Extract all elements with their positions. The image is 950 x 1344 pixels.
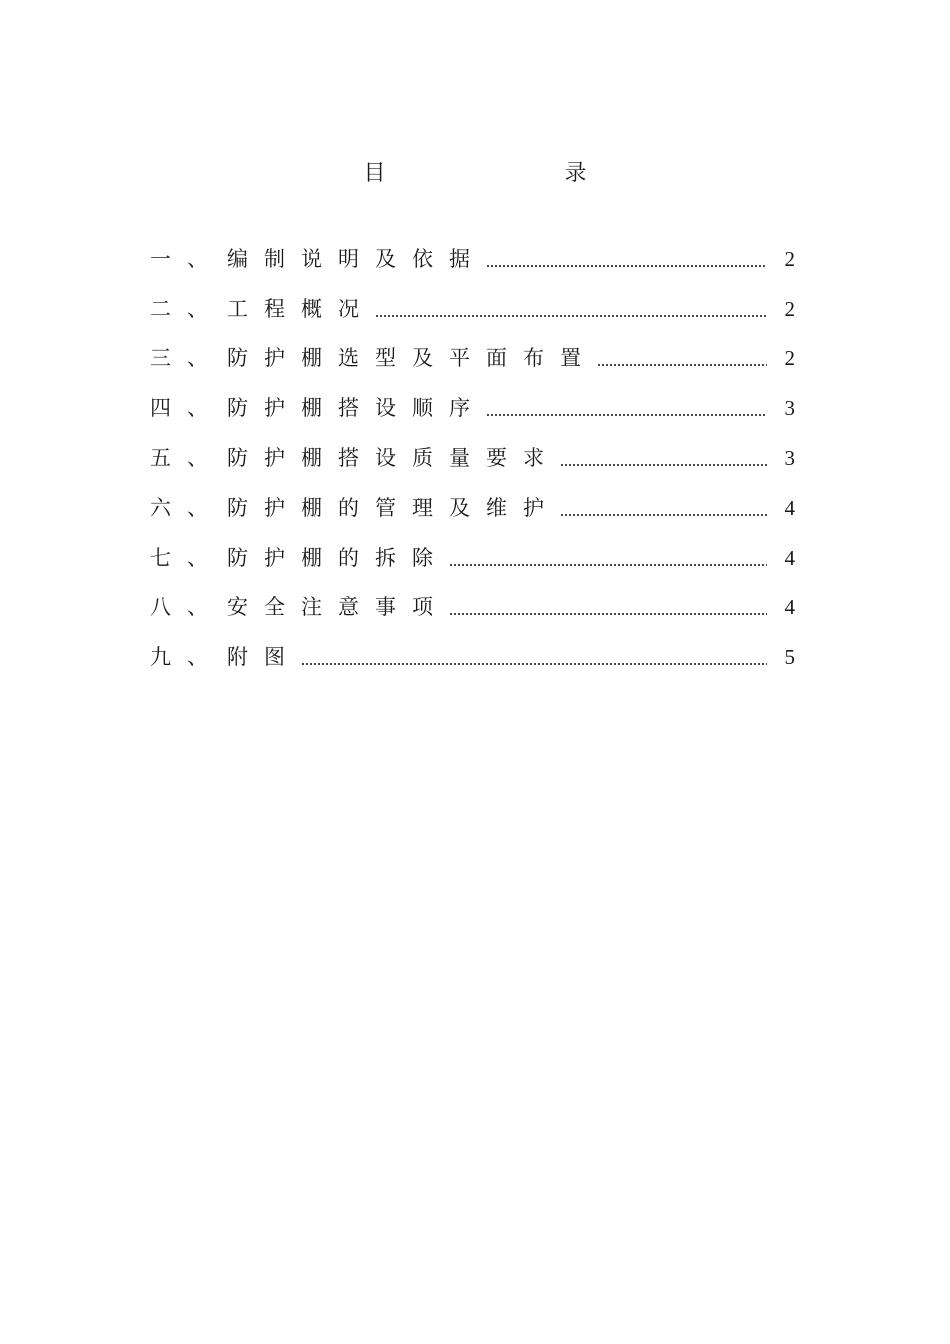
toc-entry[interactable] [150,326,795,376]
toc-entry-title: 防护棚搭设顺序 [227,396,486,421]
dot-leader [486,265,767,267]
dot-leader [560,464,767,466]
toc-entry-page: 2 [784,296,795,321]
toc-entry-title: 编制说明及依据 [227,246,486,271]
toc-entry-number: 七、 [150,545,224,570]
toc-entry-page: 5 [784,645,795,670]
toc-entry-title: 附图 [227,645,301,670]
toc-entry-page: 3 [784,396,795,421]
toc-entry[interactable] [150,624,795,674]
toc-entry[interactable] [150,375,795,425]
toc-entry[interactable] [150,475,795,525]
toc-entry-title: 防护棚搭设质量要求 [227,445,560,470]
toc-entry-number: 四、 [150,396,224,421]
dot-leader [375,315,767,317]
toc-entry-page: 4 [784,595,795,620]
dot-leader [560,514,767,516]
toc-entry-number: 一、 [150,246,224,271]
table-of-contents [150,226,795,674]
toc-entry-title: 防护棚的拆除 [227,545,449,570]
toc-entry-number: 九、 [150,645,224,670]
toc-entry-page: 4 [784,545,795,570]
toc-entry[interactable] [150,226,795,276]
toc-entry[interactable] [150,575,795,625]
toc-entry-number: 八、 [150,595,224,620]
toc-entry-page: 3 [784,445,795,470]
dot-leader [486,414,767,416]
toc-entry[interactable] [150,425,795,475]
toc-entry-number: 五、 [150,445,224,470]
toc-entry[interactable] [150,276,795,326]
toc-entry-title: 安全注意事项 [227,595,449,620]
toc-entry-page: 2 [784,346,795,371]
toc-entry-number: 六、 [150,495,224,520]
dot-leader [597,364,767,366]
toc-entry-title: 工程概况 [227,296,375,321]
dot-leader [449,564,767,566]
toc-entry-number: 二、 [150,296,224,321]
toc-entry-title: 防护棚的管理及维护 [227,495,560,520]
toc-entry-page: 2 [784,246,795,271]
toc-title: 目 录 [363,161,632,186]
dot-leader [449,613,767,615]
toc-entry-page: 4 [784,495,795,520]
toc-entry-title: 防护棚选型及平面布置 [227,346,597,371]
toc-entry[interactable] [150,525,795,575]
dot-leader [301,663,767,665]
toc-entry-number: 三、 [150,346,224,371]
